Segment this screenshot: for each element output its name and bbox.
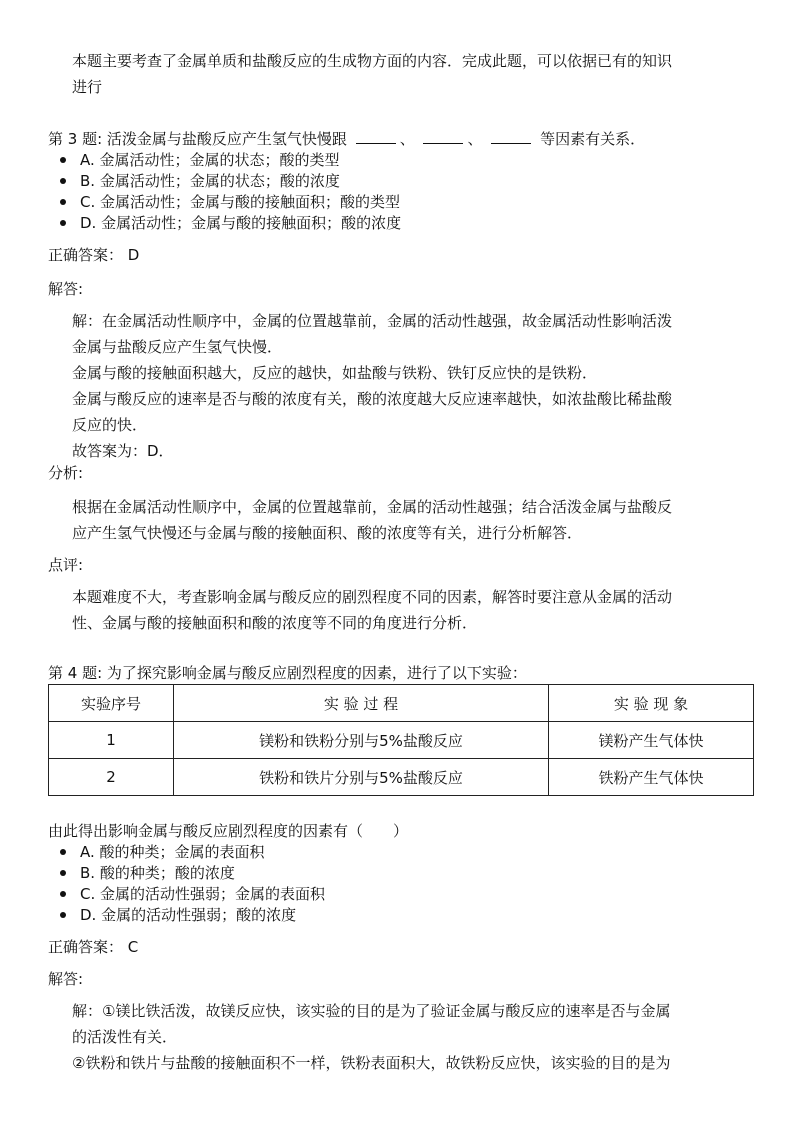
option-b — [48, 171, 748, 192]
question-4-solution — [72, 998, 762, 1076]
analysis-line: 应产生氢气快慢还与金属与酸的接触面积、酸的浓度等有关，进行分析解答． — [72, 524, 583, 542]
solution-line: 的活泼性有关． — [72, 1028, 178, 1046]
option-text: D. 金属活动性；金属与酸的接触面积；酸的浓度 — [80, 214, 402, 232]
comment-line: 性、金属与酸的接触面积和酸的浓度等不同的角度进行分析． — [72, 614, 478, 632]
answer-value: D — [127, 246, 140, 264]
question-4-options — [48, 842, 748, 926]
blank-separator: 、 — [399, 130, 415, 148]
bullet-icon — [60, 199, 66, 205]
bullet-icon — [60, 870, 66, 876]
comment-label: 点评: — [48, 556, 84, 574]
solution-line: 解：在金属活动性顺序中，金属的位置越靠前，金属的活动性越强，故金属活动性影响活泼 — [72, 312, 673, 330]
question-4-text: 第 4 题: 为了探究影响金属与酸反应剧烈程度的因素，进行了以下实验： — [48, 664, 527, 682]
blank-separator: 、 — [467, 130, 483, 148]
solution-label: 解答: — [48, 280, 84, 298]
option-a — [48, 150, 748, 171]
answer-label: 正确答案： — [48, 938, 124, 956]
bullet-icon — [60, 157, 66, 163]
option-text: B. 金属活动性；金属的状态；酸的浓度 — [80, 172, 340, 190]
question-3-stem: 第 3 题: 活泼金属与盐酸反应产生氢气快慢跟 — [48, 130, 347, 148]
solution-label: 解答: — [48, 970, 84, 988]
question-3-options — [48, 150, 748, 234]
question-3-solution — [72, 308, 762, 464]
solution-line: ②铁粉和铁片与盐酸的接触面积不一样，铁粉表面积大，故铁粉反应快，该实验的目的是为 — [72, 1054, 671, 1072]
table-cell: 铁粉产生气体快 — [549, 759, 754, 796]
option-c — [48, 192, 748, 213]
bullet-icon — [60, 891, 66, 897]
answer-blank-1 — [356, 129, 396, 144]
table-header-row — [49, 685, 754, 722]
table-row — [49, 759, 754, 796]
option-d — [48, 213, 748, 234]
column-header: 实 验 过 程 — [174, 685, 549, 722]
table-cell: 镁粉和铁粉分别与5%盐酸反应 — [174, 722, 549, 759]
option-c — [48, 884, 748, 905]
question-3-answer — [48, 244, 139, 265]
column-header: 实 验 现 象 — [549, 685, 754, 722]
option-text: B. 酸的种类；酸的浓度 — [80, 864, 235, 882]
previous-comment-line: 进行 — [72, 78, 103, 96]
solution-line: 解：①镁比铁活泼，故镁反应快，该实验的目的是为了验证金属与酸反应的速率是否与金属 — [72, 1002, 671, 1020]
solution-line: 金属与酸反应的速率是否与酸的浓度有关，酸的浓度越大反应速率越快，如浓盐酸比稀盐酸 — [72, 390, 673, 408]
option-d — [48, 905, 748, 926]
table-row — [49, 722, 754, 759]
answer-label: 正确答案： — [48, 246, 124, 264]
solution-line: 故答案为：D． — [72, 442, 174, 460]
answer-blank-2 — [423, 129, 463, 144]
question-3-stem-end: 等因素有关系． — [540, 130, 646, 148]
bullet-icon — [60, 178, 66, 184]
answer-value: C — [127, 938, 139, 956]
question-3-text — [48, 128, 768, 150]
question-3-comment — [72, 584, 762, 636]
bullet-icon — [60, 849, 66, 855]
bullet-icon — [60, 220, 66, 226]
table-cell: 2 — [49, 759, 174, 796]
question-3-analysis — [72, 494, 762, 546]
table-cell: 镁粉产生气体快 — [549, 722, 754, 759]
analysis-label: 分析: — [48, 464, 84, 482]
question-4-answer — [48, 936, 138, 957]
previous-comment — [72, 48, 762, 100]
solution-line: 金属与盐酸反应产生氢气快慢． — [72, 338, 283, 356]
column-header: 实验序号 — [49, 685, 174, 722]
previous-comment-line: 本题主要考查了金属单质和盐酸反应的生成物方面的内容．完成此题，可以依据已有的知识 — [72, 52, 673, 70]
option-text: A. 酸的种类；金属的表面积 — [80, 843, 265, 861]
option-a — [48, 842, 748, 863]
solution-line: 反应的快． — [72, 416, 148, 434]
answer-blank-3 — [491, 129, 531, 144]
question-4-prompt: 由此得出影响金属与酸反应剧烈程度的因素有（ ） — [48, 822, 409, 840]
table-cell: 1 — [49, 722, 174, 759]
option-b — [48, 863, 748, 884]
comment-line: 本题难度不大，考查影响金属与酸反应的剧烈程度不同的因素，解答时要注意从金属的活动 — [72, 588, 673, 606]
bullet-icon — [60, 912, 66, 918]
analysis-line: 根据在金属活动性顺序中，金属的位置越靠前，金属的活动性越强；结合活泼金属与盐酸反 — [72, 498, 673, 516]
option-text: C. 金属的活动性强弱；金属的表面积 — [80, 885, 326, 903]
table-cell: 铁粉和铁片分别与5%盐酸反应 — [174, 759, 549, 796]
experiment-table — [48, 684, 754, 796]
option-text: D. 金属的活动性强弱；酸的浓度 — [80, 906, 297, 924]
option-text: C. 金属活动性；金属与酸的接触面积；酸的类型 — [80, 193, 401, 211]
solution-line: 金属与酸的接触面积越大，反应的越快，如盐酸与铁粉、铁钉反应快的是铁粉． — [72, 364, 598, 382]
option-text: A. 金属活动性；金属的状态；酸的类型 — [80, 151, 340, 169]
